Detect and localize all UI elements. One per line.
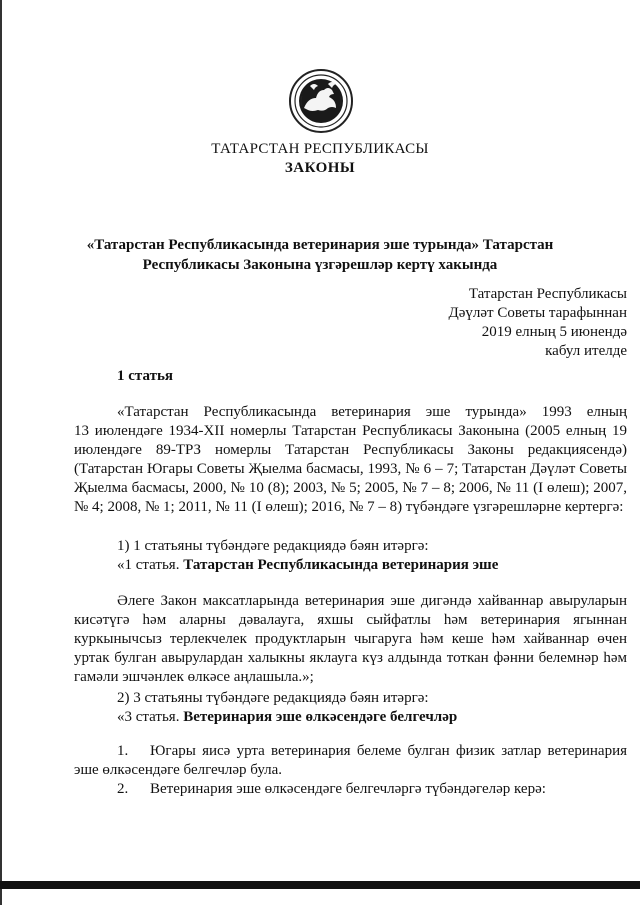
adoption-line-1: Татарстан Республикасы — [468, 286, 627, 302]
subitem-1-first-line: Югары яисә урта ветеринария белеме булган физик затлар ветеринария — [150, 743, 627, 759]
law-title-line-2: Республикасы Законына үзгәрешләр кертү хакында — [142, 257, 498, 273]
item-1-quote-title: Татарстан Республикасында ветеринария эше — [183, 557, 499, 573]
subitem-1-number: 1. — [117, 743, 129, 759]
intro-paragraph: 13 июлендәге 1934-XII номерлы Татарстан Республикасы Законына (2005 елның 19 июлендәге 89-ТРЗ номерлы Татарстан Республикасы Законы редакциясендә) (Татарстан Югары Советы Җыелма басмасы, 1993, № 6 – 7; Татарстан Дәүләт Советы Җыелма басмасы, 2000, № 10 (8); 2003, № 5; 2005, № 7 – 8; 2006, № 11 (I өлеш); 2007, № 4; 2008, № 1; 2011, № 11 (I өлеш); 2016, № 7 – 8) түбәндәге үзгәрешләрне кертергә: — [74, 423, 627, 515]
subitem-1-rest: эше өлкәсендәге белгечләр була. — [74, 762, 283, 778]
republic-heading: ТАТАРСТАН РЕСПУБЛИКАСЫ — [211, 141, 429, 157]
item-2-quote-title: Ветеринария эше өлкәсендәге белгечләр — [183, 709, 458, 725]
law-title — [0, 235, 640, 275]
item-1-text: Әлеге Закон максатларында ветеринария эше дигәндә хайваннар авыруларын кисәтүгә һәм аларны дәвалауга, яхшы сыйфатлы һәм ветеринария ягыннан куркынычсыз терлекчелек продуктларын чыгаруга һәм кеше һәм хайваннар өчен уртак булган авырулардан халыкны яклауга күз алдында тоткан фәнни белемнәр һәм гамәли эшчәнлек өлкәсе аңлашыла.»; — [74, 593, 627, 685]
laws-heading: ЗАКОНЫ — [284, 160, 356, 176]
article-1-heading: 1 статья — [117, 368, 173, 384]
item-2-lead: 2) 3 статьяны түбәндәге редакциядә бәян итәргә: — [117, 690, 429, 706]
scan-bottom-edge — [0, 881, 640, 889]
intro-first-line: «Татарстан Республикасында ветеринария эше турында» 1993 елның — [117, 404, 627, 420]
law-title-line-1: «Татарстан Республикасында ветеринария эше турында» Татарстан — [86, 237, 554, 253]
item-1-quote-prefix: «1 статья. — [117, 557, 184, 573]
scan-left-edge — [0, 0, 2, 905]
adoption-block — [387, 285, 627, 361]
item-2-quote — [117, 708, 457, 727]
coat-of-arms-icon — [288, 68, 354, 134]
adoption-line-3: 2019 елның 5 июнендә — [481, 324, 627, 340]
subitem-2-number: 2. — [117, 781, 129, 797]
subitem-2-text: Ветеринария эше өлкәсендәге белгечләргә түбәндәгеләр керә: — [150, 781, 546, 797]
item-1-quote — [117, 556, 498, 575]
adoption-line-4: кабул ителде — [545, 343, 627, 359]
adoption-line-2: Дәүләт Советы тарафыннан — [448, 305, 627, 321]
item-1-lead: 1) 1 статьяны түбәндәге редакциядә бәян итәргә: — [117, 538, 429, 554]
item-2-quote-prefix: «3 статья. — [117, 709, 184, 725]
